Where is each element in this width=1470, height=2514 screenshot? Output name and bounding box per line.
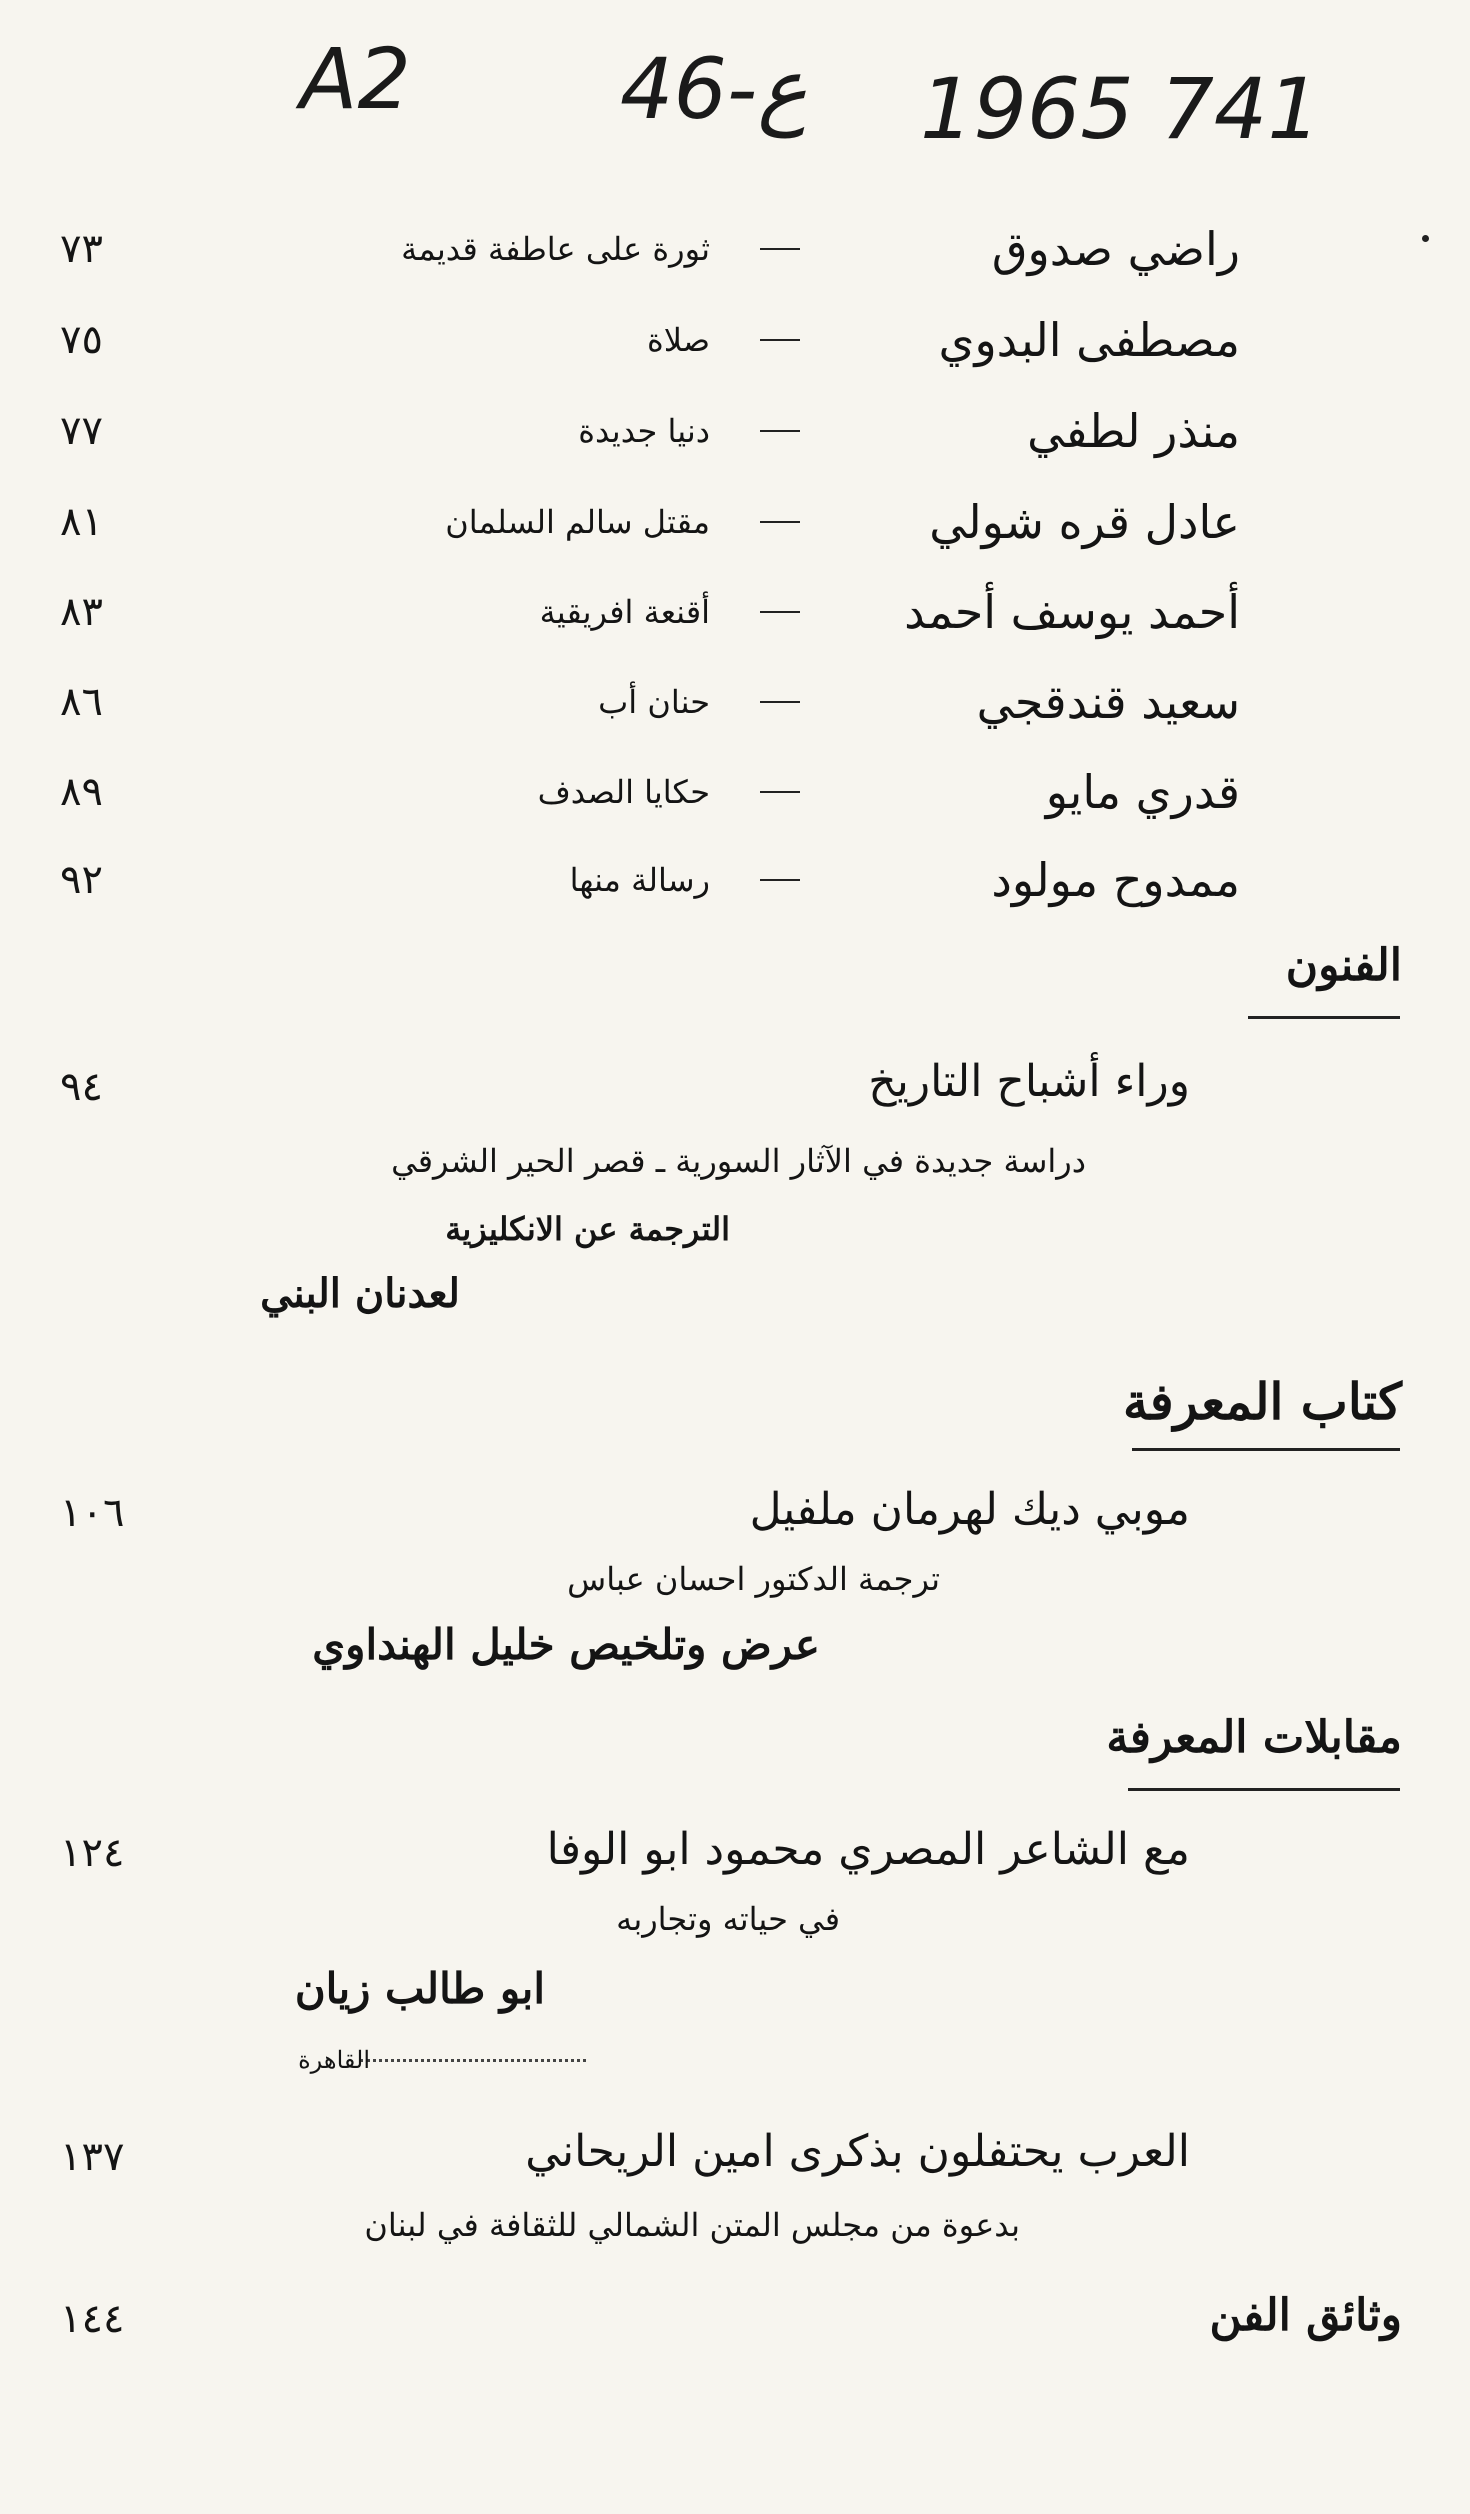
toc-page-number: ٨٦: [60, 679, 103, 725]
toc-dash: [760, 701, 800, 703]
toc-work: ثورة على عاطفة قديمة: [401, 230, 710, 268]
toc-dash: [760, 879, 800, 881]
entry-city: القاهرة: [298, 2046, 370, 2074]
toc-row: [0, 222, 1470, 302]
entry-translation-note: الترجمة عن الانكليزية: [445, 1210, 730, 1248]
toc-dash: [760, 248, 800, 250]
section-rule: [1248, 1016, 1400, 1019]
entry-subtitle: دراسة جديدة في الآثار السورية ـ قصر الحير الشرقي: [391, 1142, 1086, 1180]
toc-page-number: ٨٩: [60, 769, 103, 815]
entry-title: موبي ديك لهرمان ملفيل: [749, 1484, 1190, 1535]
toc-row: [0, 313, 1470, 393]
section-heading-book: كتاب المعرفة: [1122, 1372, 1402, 1431]
toc-author: عادل قره شولي: [929, 495, 1240, 549]
toc-dash: [760, 791, 800, 793]
toc-row: [0, 585, 1470, 665]
toc-page-number: ٧٥: [60, 317, 103, 363]
entry-translator: ترجمة الدكتور احسان عباس: [567, 1560, 940, 1598]
toc-author: راضي صدوق: [991, 222, 1240, 276]
section-rule: [1128, 1788, 1400, 1791]
toc-row: [0, 853, 1470, 933]
entry-author: ابو طالب زيان: [294, 1964, 545, 2013]
entry-subtitle: في حياته وتجاربه: [616, 1900, 840, 1938]
dotted-leader: [360, 2059, 586, 2062]
entry-title: مع الشاعر المصري محمود ابو الوفا: [546, 1824, 1190, 1875]
entry-title: وراء أشباح التاريخ: [868, 1056, 1190, 1107]
entry-author: لعدنان البني: [260, 1270, 460, 1317]
toc-work: دنيا جديدة: [578, 412, 710, 450]
section-heading-interviews: مقابلات المعرفة: [1106, 1712, 1402, 1763]
section-heading-documents: وثائق الفن: [1209, 2290, 1402, 2341]
toc-row: [0, 404, 1470, 484]
toc-page-number: ٨٣: [60, 589, 103, 635]
toc-work: رسالة منها: [569, 861, 710, 899]
section-heading-arts: الفنون: [1285, 940, 1402, 991]
entry-page-number: ١٣٧: [60, 2134, 125, 2180]
section-rule: [1132, 1448, 1400, 1451]
entry-page-number: ٩٤: [60, 1064, 103, 1110]
toc-page-number: ٧٧: [60, 408, 103, 454]
toc-author: أحمد يوسف أحمد: [904, 585, 1240, 639]
toc-work: حنان أب: [598, 683, 710, 721]
toc-page-number: ٧٣: [60, 226, 103, 272]
toc-row: [0, 765, 1470, 845]
entry-page-number: ١٢٤: [60, 1830, 125, 1876]
toc-page-number: ٩٢: [60, 857, 103, 903]
toc-work: أقنعة افريقية: [539, 593, 710, 631]
toc-author: قدري مايو: [1045, 765, 1240, 819]
entry-page-number: ١٠٦: [60, 1490, 125, 1536]
handwritten-code-46: 46-ع: [620, 40, 808, 138]
toc-dash: [760, 611, 800, 613]
entry-title: العرب يحتفلون بذكرى امين الريحاني: [525, 2126, 1190, 2177]
entry-subtitle: بدعوة من مجلس المتن الشمالي للثقافة في لبنان: [364, 2206, 1020, 2244]
toc-dash: [760, 521, 800, 523]
toc-row: [0, 675, 1470, 755]
handwritten-code-year: 1965 741: [920, 60, 1321, 158]
entry-author: عرض وتلخيص خليل الهنداوي: [312, 1620, 820, 1669]
handwritten-code-a2: A2: [300, 30, 411, 128]
toc-work: مقتل سالم السلمان: [445, 503, 710, 541]
toc-author: سعيد قندقجي: [976, 675, 1240, 729]
toc-work: صلاة: [646, 321, 710, 359]
entry-page-number: ١٤٤: [60, 2296, 125, 2342]
toc-author: مصطفى البدوي: [938, 313, 1240, 367]
toc-author: ممدوح مولود: [991, 853, 1240, 907]
toc-work: حكايا الصدف: [537, 773, 710, 811]
toc-page-number: ٨١: [60, 499, 103, 545]
toc-dash: [760, 430, 800, 432]
toc-dash: [760, 339, 800, 341]
toc-author: منذر لطفي: [1027, 404, 1240, 458]
toc-row: [0, 495, 1470, 575]
